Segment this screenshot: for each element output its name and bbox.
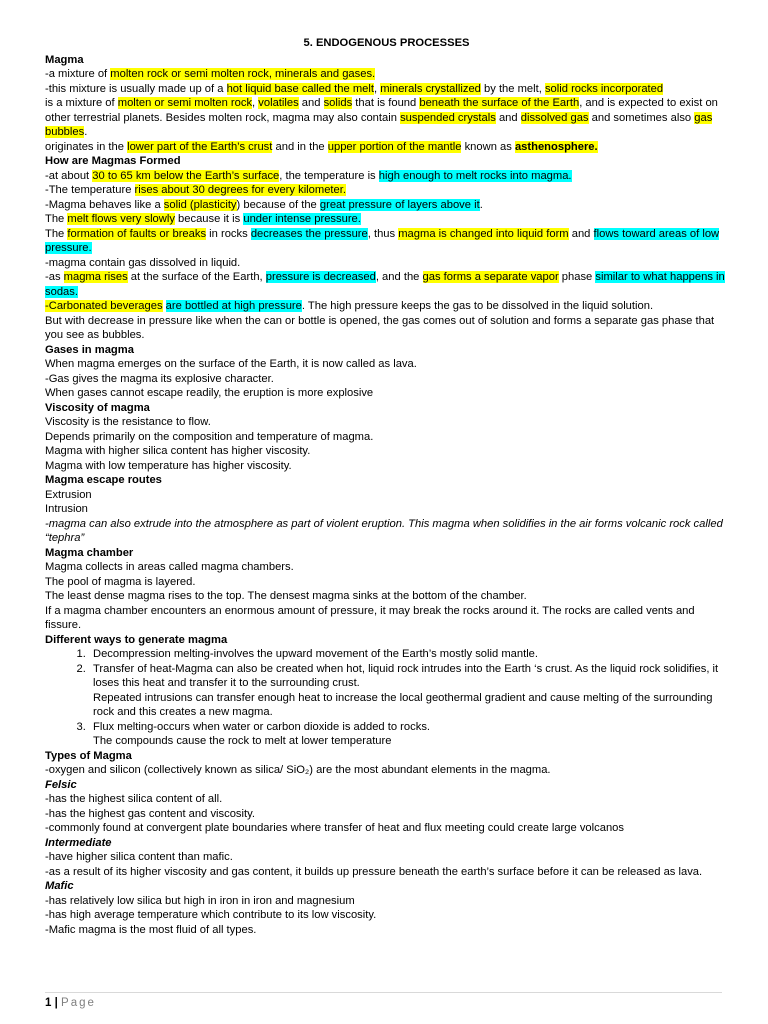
paragraph-line: -have higher silica content than mafic. <box>45 851 233 863</box>
paragraph-line: -oxygen and silicon (collectively known as silica/ SiO₂) are the most abundant elements in the magma. <box>45 764 551 776</box>
paragraph-line: Magma with higher silica content has higher viscosity. <box>45 445 311 457</box>
paragraph-line: Magma collects in areas called magma chambers. <box>45 561 294 573</box>
section-heading-escape: Magma escape routes <box>45 474 162 486</box>
numbered-list <box>45 647 728 749</box>
paragraph-line: -magma contain gas dissolved in liquid. <box>45 256 241 269</box>
subheading-felsic: Felsic <box>45 778 77 791</box>
paragraph-line: The least dense magma rises to the top. The densest magma sinks at the bottom of the chamber. <box>45 590 527 602</box>
list-item: 3. Flux melting-occurs when water or carbon dioxide is added to rocks. The compounds cause the rock to melt at lower temperature <box>89 720 728 749</box>
list-item-continuation: The compounds cause the rock to melt at lower temperature <box>93 735 392 747</box>
paragraph-line: -as magma rises at the surface of the Earth, pressure is decreased, and the gas forms a separate vapor phase similar to what happens in sodas. <box>45 271 725 298</box>
section-heading-types: Types of Magma <box>45 749 132 762</box>
paragraph-line: -has relatively low silica but high in iron in iron and magnesium <box>45 894 355 907</box>
section-heading-chamber: Magma chamber <box>45 546 134 559</box>
section-heading-magma: Magma <box>45 53 84 66</box>
list-item: 2. Transfer of heat-Magma can also be created when hot, liquid rock intrudes into the Earth ‘s crust. As the liquid rock solidifies, it loses this heat and transfer it to the surrounding crust. Repeated intrusions can transfer enough heat to increase the local geothermal gradient and cause melting of the surrounding rock and this creates a new magma. <box>89 662 728 720</box>
paragraph-line: -The temperature rises about 30 degrees for every kilometer. <box>45 184 346 196</box>
section-heading-generate: Different ways to generate magma <box>45 633 228 646</box>
paragraph-line: The pool of magma is layered. <box>45 575 196 588</box>
paragraph-line: originates in the lower part of the Earth’s crust and in the upper portion of the mantle known as asthenosphere. <box>45 140 598 153</box>
paragraph-line: But with decrease in pressure like when the can or bottle is opened, the gas comes out of solution and forms a separate gas phase that you see as bubbles. <box>45 314 715 341</box>
paragraph-line: If a magma chamber encounters an enormous amount of pressure, it may break the rocks around it. The rocks are called vents and fissure. <box>45 604 695 631</box>
paragraph-line: Depends primarily on the composition and temperature of magma. <box>45 430 374 443</box>
paragraph-line: -a mixture of molten rock or semi molten rock, minerals and gases. <box>45 68 376 80</box>
paragraph-line: Extrusion <box>45 488 92 501</box>
paragraph-line: -as a result of its higher viscosity and gas content, it builds up pressure beneath the earth’s surface before it can be released as lava. <box>45 865 703 878</box>
paragraph-line: Viscosity is the resistance to flow. <box>45 416 211 428</box>
paragraph-line: -has the highest gas content and viscosity. <box>45 807 255 820</box>
footer-separator: | <box>54 997 58 1009</box>
paragraph-line: -Carbonated beverages are bottled at high pressure. The high pressure keeps the gas to be dissolved in the liquid solution. <box>45 300 654 312</box>
paragraph-line: is a mixture of molten or semi molten rock, volatiles and solids that is found beneath the surface of the Earth, and is expected to exist on other terrestrial planets. Besides molten rock, magma may also contain suspended crystals and dissolved gas and sometimes also gas bubbles. <box>45 97 718 138</box>
list-item-continuation: Repeated intrusions can transfer enough heat to increase the local geothermal gradient and cause melting of the surrounding rock and this creates a new magma. <box>93 691 713 718</box>
page-footer <box>45 992 722 1011</box>
paragraph-line: The melt flows very slowly because it is under intense pressure. <box>45 213 361 225</box>
paragraph-line: -Mafic magma is the most fluid of all types. <box>45 923 257 936</box>
paragraph-line: When magma emerges on the surface of the Earth, it is now called as lava. <box>45 358 417 370</box>
page-number: 1 <box>45 997 52 1009</box>
list-item: 1. Decompression melting-involves the upward movement of the Earth’s mostly solid mantle. <box>89 647 728 662</box>
page-label: Page <box>61 997 96 1009</box>
paragraph-line: Intrusion <box>45 503 88 515</box>
paragraph-line: -has the highest silica content of all. <box>45 793 223 805</box>
paragraph-line: When gases cannot escape readily, the eruption is more explosive <box>45 387 374 399</box>
paragraph-line: -Magma behaves like a solid (plasticity) because of the great pressure of layers above it. <box>45 198 483 211</box>
paragraph-line: -this mixture is usually made up of a hot liquid base called the melt, minerals crystallized by the melt, solid rocks incorporated <box>45 82 664 95</box>
section-heading-formed: How are Magmas Formed <box>45 155 181 167</box>
subheading-mafic: Mafic <box>45 880 74 892</box>
paragraph-line: -at about 30 to 65 km below the Earth’s surface, the temperature is high enough to melt rocks into magma. <box>45 169 572 182</box>
document-title: 5. ENDOGENOUS PROCESSES <box>303 37 470 49</box>
paragraph-line: -has high average temperature which contribute to its low viscosity. <box>45 909 377 921</box>
paragraph-line: -magma can also extrude into the atmosphere as part of violent eruption. This magma when solidifies in the air forms volcanic rock called “tephra” <box>45 517 723 544</box>
paragraph-line: Magma with low temperature has higher viscosity. <box>45 459 292 472</box>
section-heading-gases: Gases in magma <box>45 343 134 356</box>
section-heading-viscosity: Viscosity of magma <box>45 401 150 414</box>
subheading-intermediate: Intermediate <box>45 836 112 849</box>
paragraph-line: -commonly found at convergent plate boundaries where transfer of heat and flux meeting could create large volcanos <box>45 822 624 834</box>
paragraph-line: -Gas gives the magma its explosive character. <box>45 372 274 385</box>
paragraph-line: The formation of faults or breaks in rocks decreases the pressure, thus magma is changed into liquid form and flows toward areas of low pressure. <box>45 227 720 254</box>
